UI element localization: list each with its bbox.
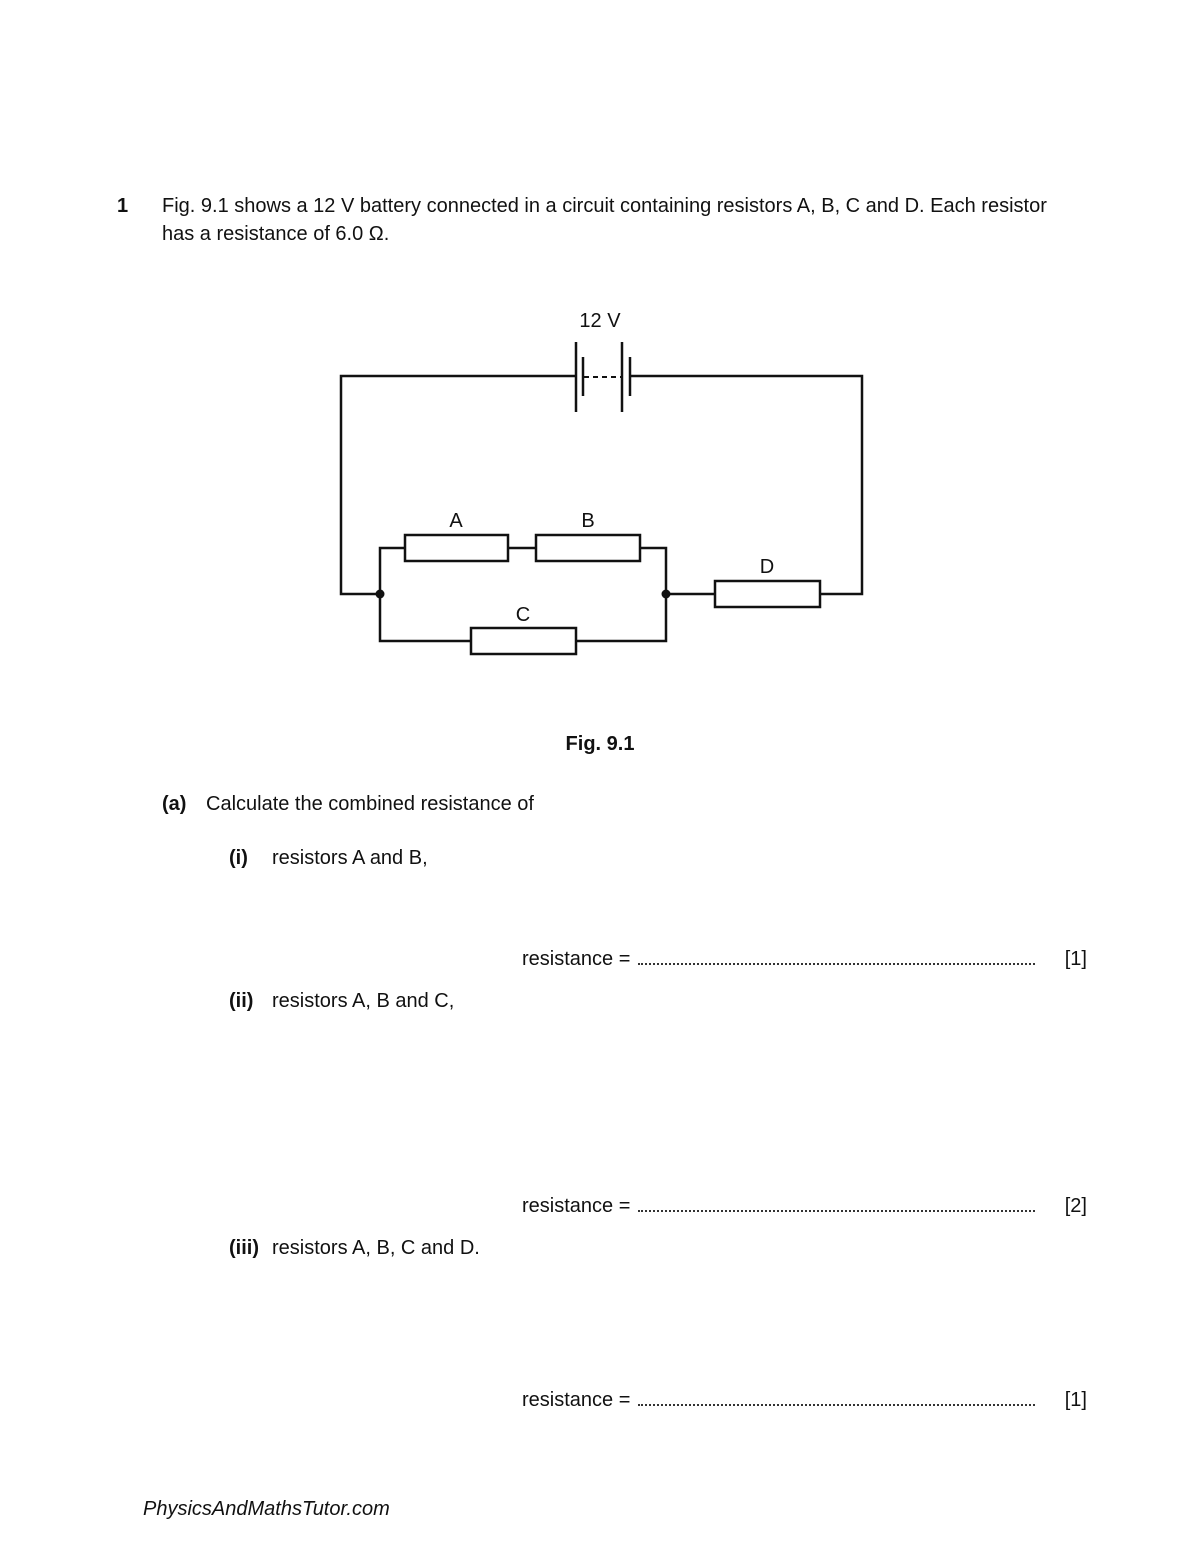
answer-label: resistance = [522, 948, 631, 970]
subpart-i-text: resistors A and B, [272, 847, 428, 869]
marks: [1] [1064, 1389, 1087, 1411]
wire-branch-top-left [380, 548, 405, 594]
answer-line-ii[interactable] [522, 1192, 1087, 1220]
question-intro-line-1: Fig. 9.1 shows a 12 V battery connected in a circuit containing resistors A, B, C and D. Each resistor [162, 195, 1047, 217]
question-number: 1 [117, 195, 129, 217]
circuit-diagram [0, 0, 1200, 720]
answer-line-i[interactable] [522, 945, 1087, 973]
resistor-b [536, 535, 640, 561]
wire-branch-bottom-right [576, 594, 666, 641]
wire-branch-top-right [640, 548, 666, 594]
resistor-d-label: D [759, 556, 775, 578]
resistor-a [405, 535, 508, 561]
subpart-ii-text: resistors A, B and C, [272, 990, 455, 1012]
subpart-iii-text: resistors A, B, C and D. [272, 1237, 480, 1259]
resistor-b-label: B [581, 510, 595, 532]
subpart-iii-label: (iii) [229, 1237, 259, 1259]
resistor-d [715, 581, 820, 607]
resistor-c [471, 628, 576, 654]
junction-right [662, 590, 671, 599]
answer-blank[interactable] [638, 1388, 1035, 1406]
battery-label: 12 V [579, 310, 621, 332]
subpart-i-label: (i) [229, 847, 248, 869]
junction-left [376, 590, 385, 599]
answer-blank[interactable] [638, 947, 1035, 965]
answer-label: resistance = [522, 1195, 631, 1217]
answer-line-iii[interactable] [522, 1386, 1087, 1414]
marks: [2] [1064, 1195, 1087, 1217]
resistor-a-label: A [449, 510, 463, 532]
answer-blank[interactable] [638, 1194, 1035, 1212]
part-a-label: (a) [162, 793, 187, 815]
part-a-text: Calculate the combined resistance of [206, 793, 534, 815]
question-intro-line-2: has a resistance of 6.0 Ω. [162, 223, 390, 245]
wire-branch-bottom-left [380, 594, 471, 641]
marks: [1] [1064, 948, 1087, 970]
answer-label: resistance = [522, 1389, 631, 1411]
figure-caption: Fig. 9.1 [565, 733, 635, 755]
subpart-ii-label: (ii) [229, 990, 254, 1012]
resistor-c-label: C [515, 604, 531, 626]
footer-site: PhysicsAndMathsTutor.com [143, 1498, 390, 1520]
